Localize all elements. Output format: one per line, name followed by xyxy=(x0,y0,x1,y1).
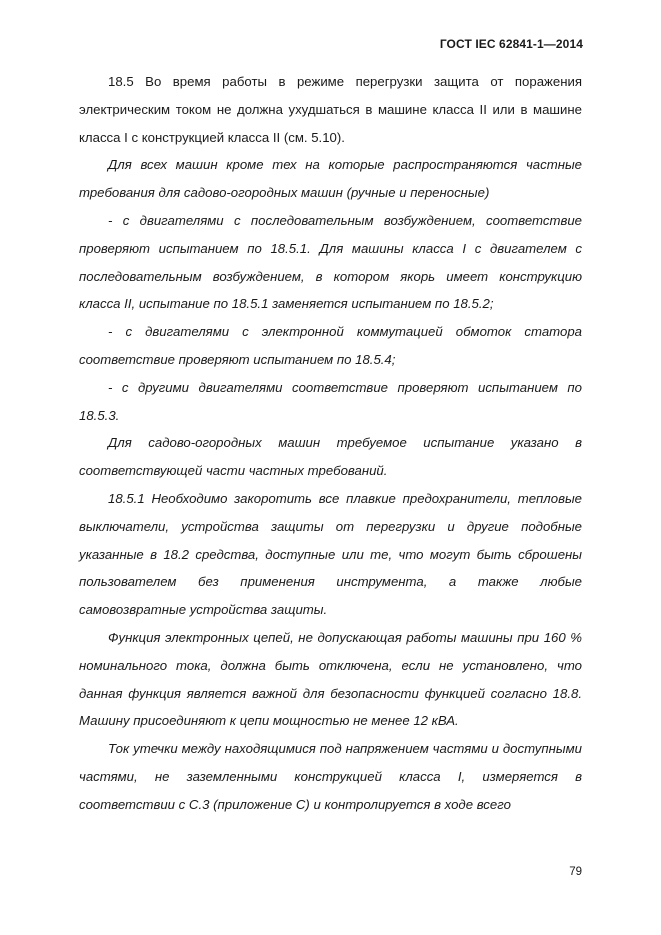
paragraph-18-5: 18.5 Во время работы в режиме перегрузки защита от поражения электрическим током не должна ухудшаться в машине класса II или в машине класса I с конструкцией класса II (см. 5.10). xyxy=(79,74,582,145)
paragraph-garden-machines: Для садово-огородных машин требуемое испытание указано в соответствующей части частных требований. xyxy=(79,435,582,479)
document-header: ГОСТ IEC 62841-1—2014 xyxy=(439,37,583,51)
paragraph-leakage-current: Ток утечки между находящимися под напряжением частями и доступными частями, не заземленными конструкцией класса I, измеряется в соответствии с С.3 (приложение С) и контролируется в ходе всего xyxy=(79,741,582,812)
list-item-other-motors: - с другими двигателями соответствие проверяют испытанием по 18.5.3. xyxy=(79,379,582,423)
page-number: 79 xyxy=(569,866,582,878)
paragraph-all-machines: Для всех машин кроме тех на которые распространяются частные требования для садово-огородных машин (ручные и переносные) xyxy=(79,157,582,201)
paragraph-18-5-1: 18.5.1 Необходимо закоротить все плавкие предохранители, тепловые выключатели, устройства защиты от перегрузки и другие подобные указанные в 18.2 средства, доступные или те, что могут быть сброшены пользователем без применения инструмента, а также любые самовозвратные устройства защиты. xyxy=(79,490,582,618)
list-item-series-motors: - с двигателями с последовательным возбуждением, соответствие проверяют испытанием по 18.5.1. Для машины класса I с двигателем с последовательным возбуждением, в котором якорь имеет конструкцию класса II, испытание по 18.5.1 заменяется испытанием по 18.5.2; xyxy=(79,212,582,312)
body-text xyxy=(79,68,582,819)
paragraph-electronic-circuits: Функция электронных цепей, не допускающая работы машины при 160 % номинального тока, должна быть отключена, если не установлено, что данная функция является важной для безопасности функцией согласно 18.8. Машину присоединяют к цепи мощностью не менее 12 кВА. xyxy=(79,629,582,729)
list-item-electronic-commutation: - с двигателями с электронной коммутацией обмоток статора соответствие проверяют испытанием по 18.5.4; xyxy=(79,324,582,367)
